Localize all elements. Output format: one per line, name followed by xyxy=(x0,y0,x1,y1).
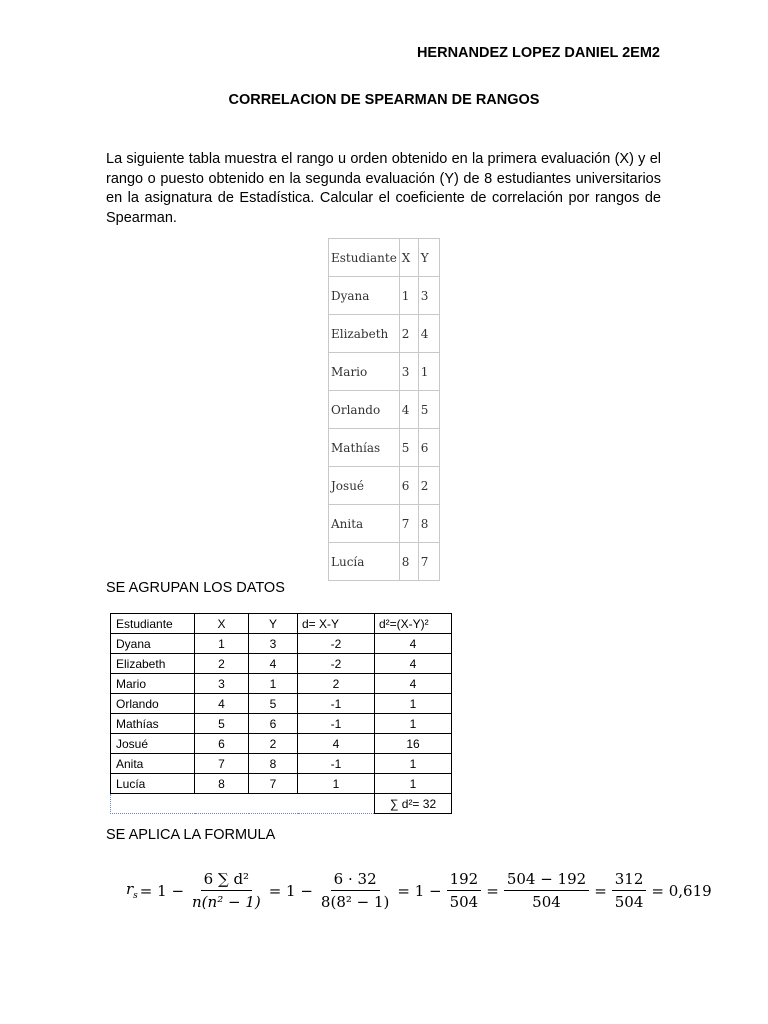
sum-d-squared: ∑ d²= 32 xyxy=(375,794,452,814)
formula-eq3: = 1 − xyxy=(397,881,442,900)
column-header: Y xyxy=(249,614,298,634)
table-cell: 4 xyxy=(418,315,439,353)
column-header: X xyxy=(195,614,249,634)
column-header: Y xyxy=(418,239,439,277)
table-cell: 8 xyxy=(195,774,249,794)
table-cell: -2 xyxy=(298,634,375,654)
formula-eq5: = xyxy=(594,881,607,900)
table-row xyxy=(111,654,452,674)
formula-eq4: = xyxy=(486,881,499,900)
table-row xyxy=(111,774,452,794)
table-cell: Mario xyxy=(329,353,400,391)
table-cell: Dyana xyxy=(111,634,195,654)
table-cell: 5 xyxy=(249,694,298,714)
table-row xyxy=(111,634,452,654)
table-cell: 1 xyxy=(249,674,298,694)
table-cell: 4 xyxy=(375,654,452,674)
table-row xyxy=(329,353,440,391)
table-cell: 2 xyxy=(418,467,439,505)
table-cell: 4 xyxy=(375,674,452,694)
table-row xyxy=(329,467,440,505)
table-cell: Mathías xyxy=(329,429,400,467)
table-cell: 7 xyxy=(418,543,439,581)
table-cell: 7 xyxy=(249,774,298,794)
table-cell: Josué xyxy=(111,734,195,754)
table-cell: Josué xyxy=(329,467,400,505)
table-cell: 1 xyxy=(399,277,418,315)
table-cell: Orlando xyxy=(329,391,400,429)
table-cell: 5 xyxy=(195,714,249,734)
table-row xyxy=(329,429,440,467)
column-header: d= X-Y xyxy=(298,614,375,634)
document-title: CORRELACION DE SPEARMAN DE RANGOS xyxy=(228,92,540,108)
section-grouping-heading: SE AGRUPAN LOS DATOS xyxy=(106,580,285,596)
table-cell: 5 xyxy=(399,429,418,467)
table-cell: 3 xyxy=(418,277,439,315)
column-header: X xyxy=(399,239,418,277)
table-cell: 3 xyxy=(399,353,418,391)
table-row xyxy=(111,754,452,774)
table-cell: -1 xyxy=(298,754,375,774)
table-cell: 3 xyxy=(249,634,298,654)
table-cell: Orlando xyxy=(111,694,195,714)
table-cell: 8 xyxy=(418,505,439,543)
table-cell: 2 xyxy=(298,674,375,694)
table-cell: 8 xyxy=(399,543,418,581)
table-cell: 16 xyxy=(375,734,452,754)
table-cell: 8 xyxy=(249,754,298,774)
formula-fraction-5: $\frac{312}{504}$ xyxy=(612,870,647,911)
table-cell: 3 xyxy=(195,674,249,694)
formula-result: = 0,619 xyxy=(651,881,712,900)
empty-cell xyxy=(111,794,375,814)
table-row xyxy=(111,734,452,754)
table-cell: 2 xyxy=(249,734,298,754)
ranks-table xyxy=(328,238,440,581)
formula-lhs: $r_s$ xyxy=(126,880,138,901)
table-cell: 5 xyxy=(418,391,439,429)
sum-row xyxy=(111,794,452,814)
table-cell: 2 xyxy=(195,654,249,674)
table-cell: 1 xyxy=(375,714,452,734)
table-cell: 1 xyxy=(298,774,375,794)
table-cell: 4 xyxy=(298,734,375,754)
column-header: d²=(X-Y)² xyxy=(375,614,452,634)
table-row xyxy=(111,674,452,694)
table-cell: 6 xyxy=(249,714,298,734)
intro-paragraph: La siguiente tabla muestra el rango u orden obtenido en la primera evaluación (X) y el rango o puesto obtenido en la segunda evaluación (Y) de 8 estudiantes universitarios en la asignatura de Estadística. Calcular el coeficiente de correlación por rangos de Spearman. xyxy=(106,151,661,226)
table-cell: Elizabeth xyxy=(329,315,400,353)
table-cell: Lucía xyxy=(329,543,400,581)
table-row xyxy=(329,543,440,581)
table-row xyxy=(329,277,440,315)
table-row xyxy=(329,315,440,353)
table-row xyxy=(111,694,452,714)
table-cell: 1 xyxy=(375,754,452,774)
formula-fraction-1: $\frac{\text{6 ∑ d²}}{\text{n(n² − 1)}}$ xyxy=(192,870,261,911)
column-header: Estudiante xyxy=(329,239,400,277)
column-header: Estudiante xyxy=(111,614,195,634)
formula-fraction-3: $\frac{192}{504}$ xyxy=(447,870,482,911)
table-cell: Mario xyxy=(111,674,195,694)
table-cell: -1 xyxy=(298,694,375,714)
table-cell: 4 xyxy=(399,391,418,429)
table-cell: 6 xyxy=(418,429,439,467)
table-cell: 4 xyxy=(195,694,249,714)
table-cell: 6 xyxy=(399,467,418,505)
table-cell: -2 xyxy=(298,654,375,674)
table-cell: -1 xyxy=(298,714,375,734)
table-cell: 1 xyxy=(375,694,452,714)
formula-eq2: = 1 − xyxy=(268,881,313,900)
table-cell: 7 xyxy=(399,505,418,543)
table-cell: Elizabeth xyxy=(111,654,195,674)
spearman-formula xyxy=(126,870,714,911)
table-cell: 4 xyxy=(375,634,452,654)
grouped-data-table xyxy=(110,613,452,814)
table-cell: 4 xyxy=(249,654,298,674)
table-row xyxy=(329,505,440,543)
formula-eq1: = 1 − xyxy=(139,881,185,900)
author-name: HERNANDEZ LOPEZ DANIEL 2EM2 xyxy=(416,45,660,61)
table-cell: Anita xyxy=(111,754,195,774)
formula-fraction-4: $\frac{504 - 192}{504}$ xyxy=(504,870,589,911)
table-cell: Dyana xyxy=(329,277,400,315)
table-row xyxy=(329,391,440,429)
formula-fraction-2: $\frac{6 \cdot 32}{\text{8(8² − 1)}}$ xyxy=(320,870,390,911)
table-header-row xyxy=(329,239,440,277)
table-header-row xyxy=(111,614,452,634)
table-cell: 1 xyxy=(375,774,452,794)
table-cell: 7 xyxy=(195,754,249,774)
table-cell: Mathías xyxy=(111,714,195,734)
table-cell: 6 xyxy=(195,734,249,754)
table-cell: 1 xyxy=(195,634,249,654)
table-cell: Lucía xyxy=(111,774,195,794)
table-row xyxy=(111,714,452,734)
section-formula-heading: SE APLICA LA FORMULA xyxy=(106,827,276,843)
table-cell: 1 xyxy=(418,353,439,391)
table-cell: 2 xyxy=(399,315,418,353)
table-cell: Anita xyxy=(329,505,400,543)
